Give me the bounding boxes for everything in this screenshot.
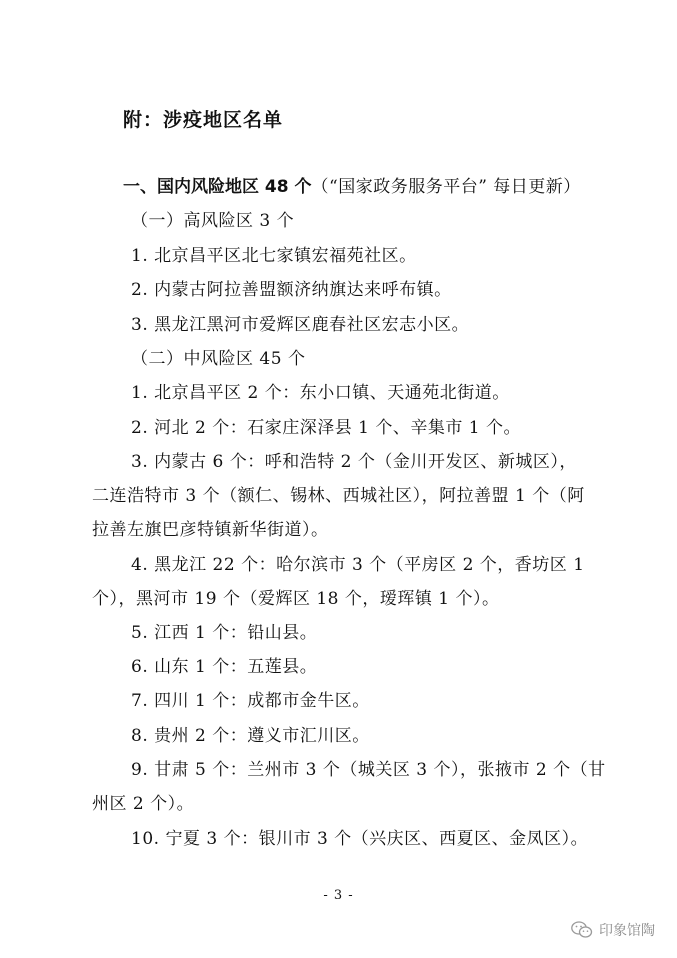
list-item: 1. 北京昌平区北七家镇宏福苑社区。 xyxy=(131,246,417,266)
list-item: 6. 山东 1 个：五莲县。 xyxy=(131,657,318,677)
wechat-icon xyxy=(571,921,593,939)
list-item-continuation: 州区 2 个）。 xyxy=(92,794,195,814)
list-item: 2. 内蒙古阿拉善盟额济纳旗达来呼布镇。 xyxy=(131,280,452,300)
list-item-continuation: 个），黑河市 19 个（爱辉区 18 个，瑷珲镇 1 个）。 xyxy=(92,589,500,609)
list-item: 2. 河北 2 个：石家庄深泽县 1 个、辛集市 1 个。 xyxy=(131,418,521,438)
subsection-medium-risk: （二）中风险区 45 个 xyxy=(131,349,306,369)
subsection-high-risk: （一）高风险区 3 个 xyxy=(131,211,295,231)
list-item: 3. 黑龙江黑河市爱辉区鹿春社区宏志小区。 xyxy=(131,315,470,335)
list-item: 8. 贵州 2 个：遵义市汇川区。 xyxy=(131,726,370,746)
watermark-label: 印象馆陶 xyxy=(599,923,655,939)
list-item: 7. 四川 1 个：成都市金牛区。 xyxy=(131,691,370,711)
annex-title: 附：涉疫地区名单 xyxy=(123,109,284,131)
section-heading xyxy=(123,176,581,198)
list-item: 1. 北京昌平区 2 个：东小口镇、天通苑北街道。 xyxy=(131,383,510,403)
list-item: 10. 宁夏 3 个：银川市 3 个（兴庆区、西夏区、金凤区）。 xyxy=(131,829,589,849)
list-item-continuation: 拉善左旗巴彦特镇新华街道）。 xyxy=(92,520,329,540)
section-heading-note: （“国家政务服务平台” 每日更新） xyxy=(311,177,581,197)
list-item: 3. 内蒙古 6 个：呼和浩特 2 个（金川开发区、新城区）， xyxy=(131,452,577,472)
list-item: 5. 江西 1 个：铅山县。 xyxy=(131,623,318,643)
list-item: 9. 甘肃 5 个：兰州市 3 个（城关区 3 个），张掖市 2 个（甘 xyxy=(131,760,606,780)
page-number: - 3 - xyxy=(323,888,354,903)
watermark xyxy=(571,920,655,940)
section-heading-title: 一、国内风险地区 48 个 xyxy=(123,177,312,197)
list-item-continuation: 二连浩特市 3 个（额仁、锡林、西城社区），阿拉善盟 1 个（阿 xyxy=(92,486,585,506)
list-item: 4. 黑龙江 22 个：哈尔滨市 3 个（平房区 2 个，香坊区 1 xyxy=(131,555,585,575)
